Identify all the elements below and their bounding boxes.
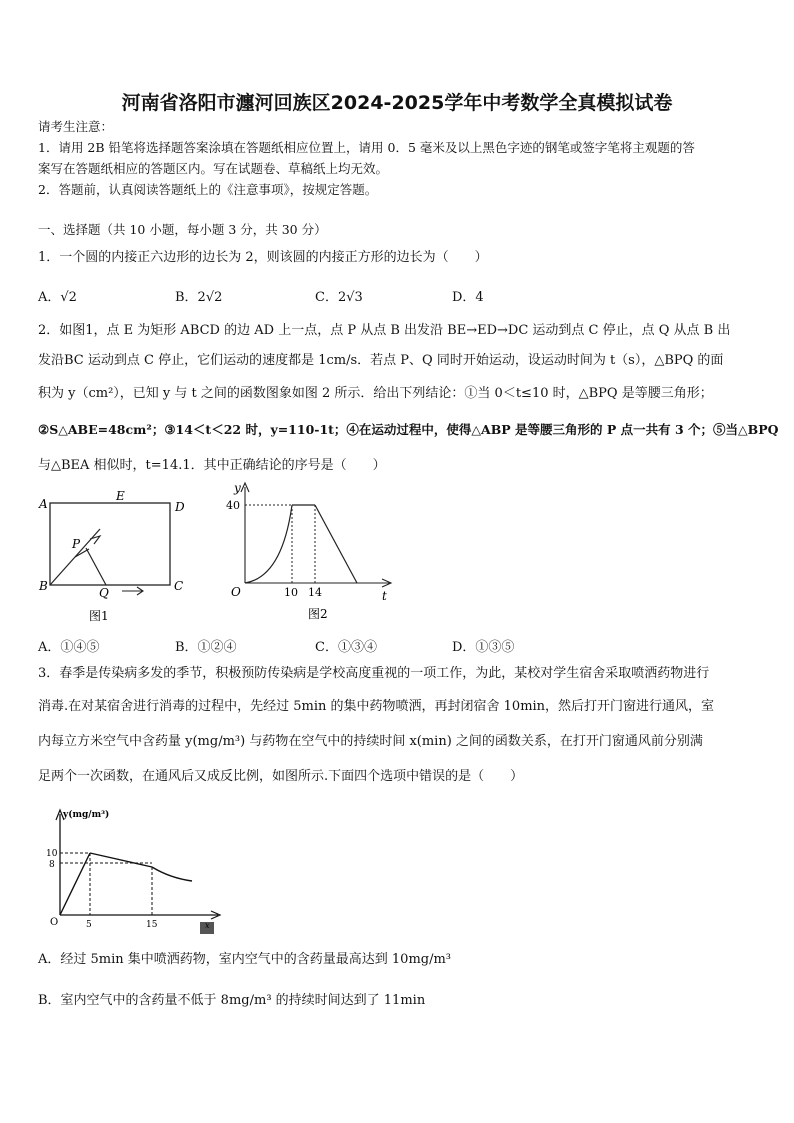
fig1-label-p: P [72, 537, 81, 551]
fig2-xlabel: t [382, 589, 387, 603]
q1-option-a: A．√2 [38, 290, 77, 305]
q3-figure [40, 800, 230, 940]
q2-line-3: 积为 y（cm²），已知 y 与 t 之间的函数图象如图 2 所示．给出下列结论：①当 0＜t≤10 时，△BPQ 是等腰三角形； [38, 386, 713, 401]
q3-line-4: 足两个一次函数，在通风后又成反比例，如图所示.下面四个选项中错误的是（ ） [38, 769, 524, 784]
q3-fig-ytick-8: 8 [49, 860, 55, 870]
page-title: 河南省洛阳市瀍河回族区2024-2025学年中考数学全真模拟试卷 [121, 92, 673, 114]
q1-option-c: C．2√3 [315, 290, 363, 305]
fig1-label-d: D [175, 500, 185, 514]
fig1-label-e: E [116, 489, 125, 503]
fig2-caption: 图2 [308, 607, 328, 621]
q3-line-2: 消毒.在对某宿舍进行消毒的过程中，先经过 5min 的集中药物喷洒，再封闭宿舍 10min，然后打开门窗进行通风，室 [38, 699, 715, 714]
fig1-label-q: Q [99, 586, 109, 600]
q3-fig-xtick-15: 15 [146, 920, 158, 930]
q3-fig-xlabel: x [205, 921, 210, 930]
q2-option-c: C．①③④ [315, 640, 377, 655]
q2-figure-1 [30, 486, 200, 626]
q3-fig-ytick-10: 10 [46, 849, 58, 859]
notice-line-1a: 1．请用 2B 铅笔将选择题答案涂填在答题纸相应位置上，请用 0．5 毫米及以上黑色字迹的钢笔或签字笔将主观题的答 [38, 140, 695, 155]
q2-line-1: 2．如图1，点 E 为矩形 ABCD 的边 AD 上一点，点 P 从点 B 出发沿 BE→ED→DC 运动到点 C 停止，点 Q 从点 B 出 [38, 323, 731, 338]
q2-option-d: D．①③⑤ [452, 640, 515, 655]
fig1-caption: 图1 [89, 609, 109, 623]
q3-fig-ylabel: y(mg/m³) [63, 810, 110, 820]
q3-line-1: 3．春季是传染病多发的季节，积极预防传染病是学校高度重视的一项工作，为此，某校对学生宿舍采取喷洒药物进行 [38, 666, 710, 681]
q2-line-2: 发沿BC 运动到点 C 停止，它们运动的速度都是 1cm/s．若点 P、Q 同时开始运动，设运动时间为 t（s），△BPQ 的面 [38, 353, 724, 368]
q3-fig-xtick-5: 5 [86, 920, 92, 930]
q1-option-d: D．4 [452, 290, 484, 305]
q2-line-5: 与△BEA 相似时，t=14.1．其中正确结论的序号是（ ） [38, 458, 386, 473]
fig1-label-a: A [39, 497, 48, 511]
q3-option-a: A．经过 5min 集中喷洒药物，室内空气中的含药量最高达到 10mg/m³ [38, 952, 452, 967]
fig2-ylabel: y [234, 481, 241, 495]
q2-option-b: B．①②④ [175, 640, 237, 655]
notice-line-1b: 案写在答题纸相应的答题区内。写在试题卷、草稿纸上均无效。 [38, 161, 389, 176]
notice-line-2: 2．答题前，认真阅读答题纸上的《注意事项》，按规定答题。 [38, 182, 378, 197]
q3-option-b: B．室内空气中的含药量不低于 8mg/m³ 的持续时间达到了 11min [38, 993, 426, 1008]
fig1-label-c: C [174, 579, 184, 593]
fig2-xtick-14: 14 [308, 586, 322, 599]
q2-figure-2 [222, 477, 397, 627]
section-heading: 一、选择题（共 10 小题，每小题 3 分，共 30 分） [38, 222, 327, 237]
fig1-label-b: B [39, 579, 48, 593]
notice-heading: 请考生注意： [38, 119, 114, 134]
fig2-xtick-10: 10 [284, 586, 298, 599]
q3-fig-origin: O [50, 917, 59, 928]
q1-stem: 1．一个圆的内接正六边形的边长为 2，则该圆的内接正方形的边长为（ ） [38, 250, 488, 265]
fig2-origin: O [231, 585, 241, 599]
q2-option-a: A．①④⑤ [38, 640, 100, 655]
q2-line-4: ②S△ABE=48cm²；③14＜t＜22 时，y=110-1t；④在运动过程中，使得△ABP 是等腰三角形的 P 点一共有 3 个；⑤当△BPQ [38, 422, 779, 437]
fig2-ytick-40: 40 [226, 499, 240, 512]
q3-line-3: 内每立方米空气中含药量 y(mg/m³) 与药物在空气中的持续时间 x(min) 之间的函数关系，在打开门窗通风前分别满 [38, 734, 703, 749]
q1-option-b: B．2√2 [175, 290, 223, 305]
